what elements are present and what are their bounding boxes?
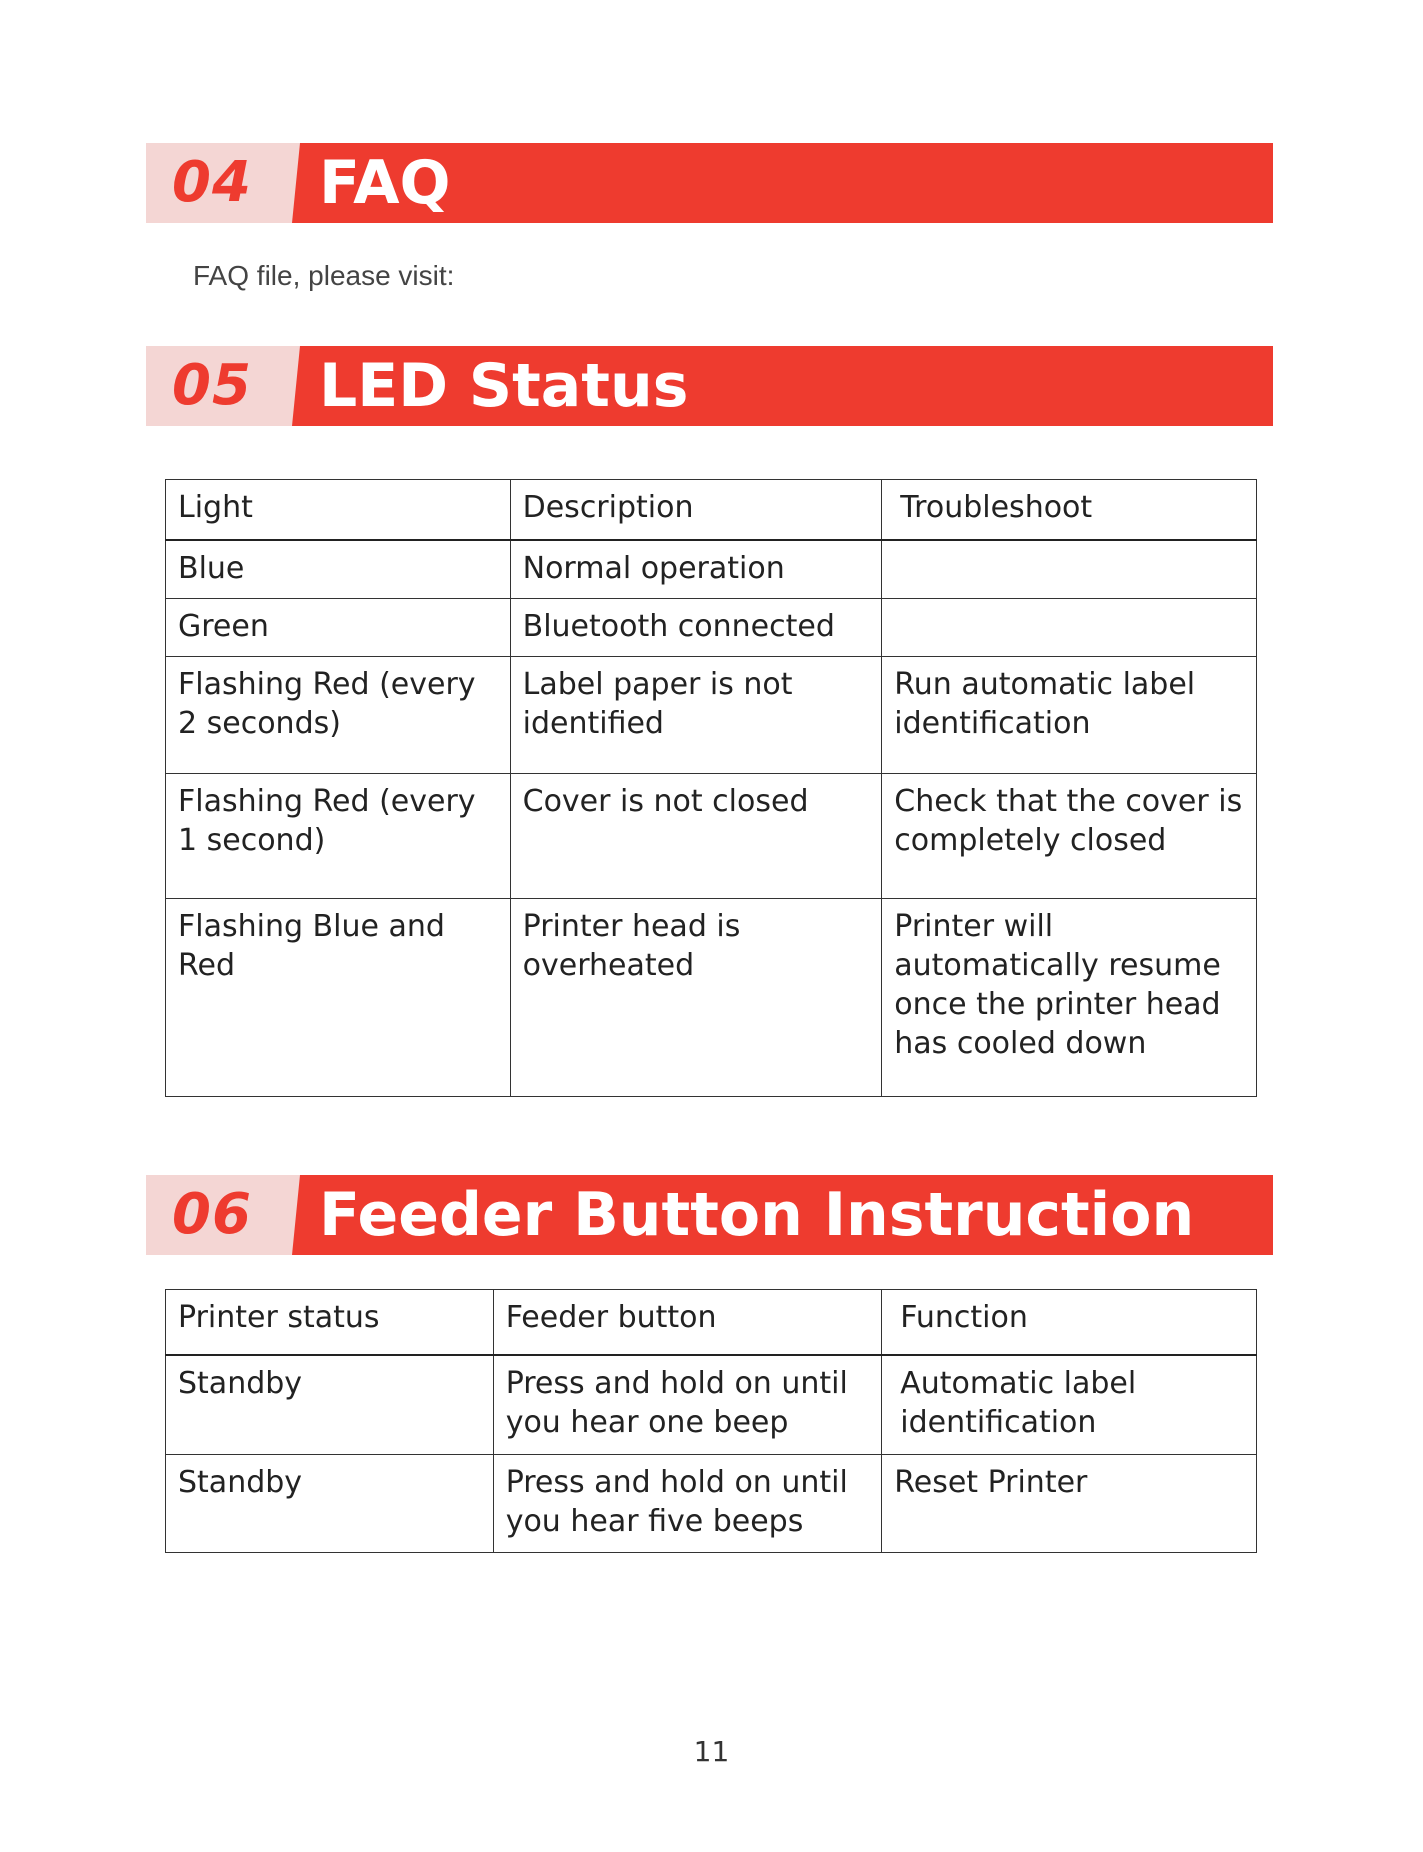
- table-row: [166, 774, 1257, 899]
- light-cell: Green: [166, 599, 511, 657]
- table-row: [166, 599, 1257, 657]
- section-number: 06: [172, 1182, 252, 1247]
- troubleshoot-cell: Check that the cover is completely closed: [882, 774, 1257, 899]
- faq-text: FAQ file, please visit:: [193, 260, 455, 291]
- table-row: [166, 1355, 1257, 1455]
- page-number: 11: [693, 1735, 730, 1768]
- section-header-faq: [146, 143, 1273, 223]
- table-row: [166, 1455, 1257, 1553]
- troubleshoot-cell: [882, 599, 1257, 657]
- button-cell: Press and hold on until you hear five beeps: [493, 1455, 882, 1553]
- section-title: LED Status: [319, 351, 689, 421]
- light-cell: Flashing Blue and Red: [166, 899, 511, 1097]
- light-cell: Flashing Red (every 2 seconds): [166, 657, 511, 774]
- table-header-row: [166, 480, 1257, 540]
- feeder-button-table: [165, 1289, 1257, 1553]
- description-cell: Bluetooth connected: [510, 599, 882, 657]
- troubleshoot-cell: Printer will automatically resume once the printer head has cooled down: [882, 899, 1257, 1097]
- led-status-table: [165, 479, 1257, 1097]
- table-header-row: [166, 1290, 1257, 1355]
- description-cell: Printer head is overheated: [510, 899, 882, 1097]
- section-title: FAQ: [319, 148, 451, 218]
- column-header: Light: [166, 480, 511, 540]
- section-number: 04: [172, 150, 252, 215]
- function-cell: Reset Printer: [882, 1455, 1257, 1553]
- light-cell: Flashing Red (every 1 second): [166, 774, 511, 899]
- section-title-background: [146, 143, 1273, 223]
- table-row: [166, 540, 1257, 599]
- status-cell: Standby: [166, 1355, 494, 1455]
- description-cell: Cover is not closed: [510, 774, 882, 899]
- column-header: Function: [882, 1290, 1257, 1355]
- section-title-background: [146, 346, 1273, 426]
- status-cell: Standby: [166, 1455, 494, 1553]
- button-cell: Press and hold on until you hear one beep: [493, 1355, 882, 1455]
- section-header-led-status: [146, 346, 1273, 426]
- column-header: Feeder button: [493, 1290, 882, 1355]
- section-title: Feeder Button Instruction: [319, 1180, 1195, 1250]
- description-cell: Label paper is not identified: [510, 657, 882, 774]
- table-row: [166, 657, 1257, 774]
- column-header: Printer status: [166, 1290, 494, 1355]
- description-cell: Normal operation: [510, 540, 882, 599]
- table-row: [166, 899, 1257, 1097]
- column-header: Troubleshoot: [882, 480, 1257, 540]
- light-cell: Blue: [166, 540, 511, 599]
- troubleshoot-cell: [882, 540, 1257, 599]
- section-header-feeder-button: [146, 1175, 1273, 1255]
- section-number: 05: [172, 353, 252, 418]
- troubleshoot-cell: Run automatic label identification: [882, 657, 1257, 774]
- function-cell: Automatic label identification: [882, 1355, 1257, 1455]
- column-header: Description: [510, 480, 882, 540]
